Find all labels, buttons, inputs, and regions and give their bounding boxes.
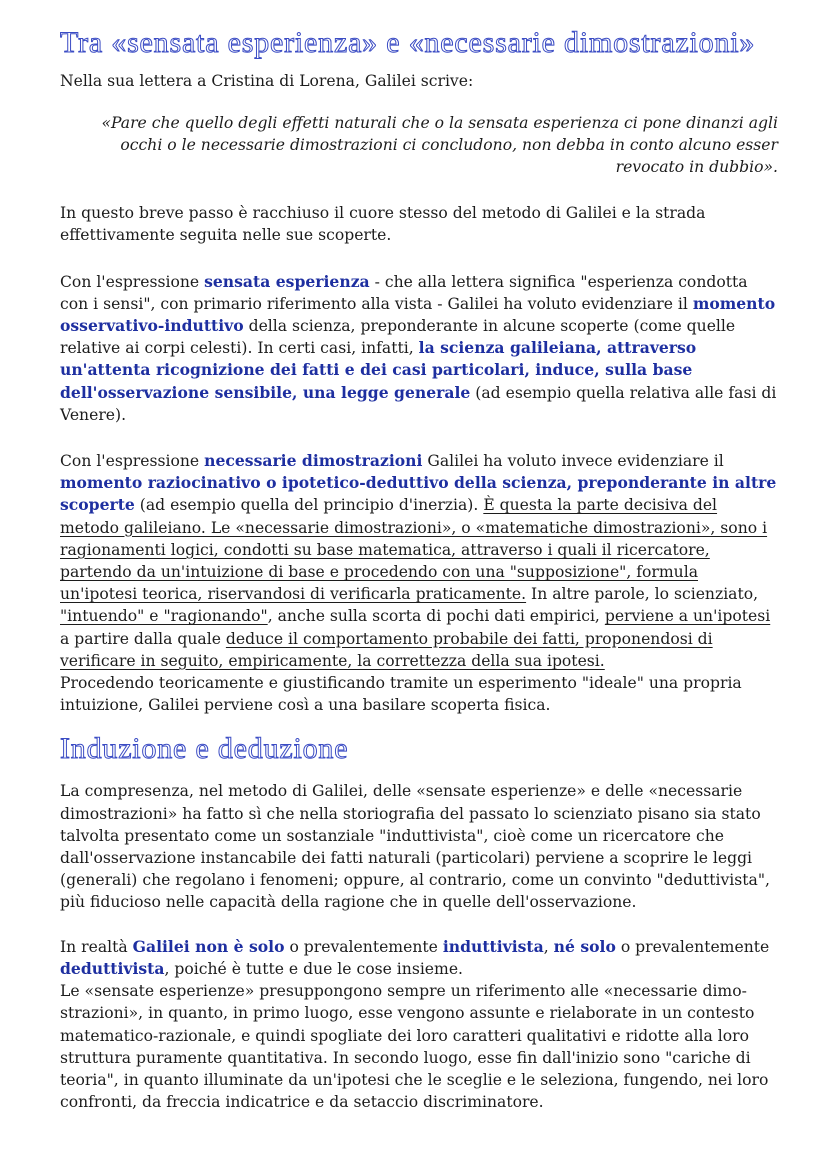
section-title-sensata-esperienza: Tra «sensata esperienza» e «necessarie dimostrazioni»	[60, 26, 756, 59]
highlight-induttivista: induttivista	[442, 936, 544, 956]
highlight-scienza-induce: la scienza galileiana, attraverso un'attenta ricognizione dei fatti e dei casi particolari, induce, sulla base dell'osservazione sensibile, una legge generale	[60, 338, 697, 402]
galilei-quote: «Pare che quello degli effetti naturali che o la sensata esperienza ci pone dinanzi agli occhi o le necessarie dimostrazioni ci concludono, non debba in conto alcuno esser revocato in dubbio».	[101, 114, 778, 177]
highlight-momento-raziocinativo: momento raziocinativo o ipotetico-deduttivo della scienza, preponderante in altre scoperte	[60, 473, 777, 515]
underline-parte-decisiva: È questa la parte decisiva del metodo galileiano. Le «necessarie dimostrazioni», o «matematiche dimostrazioni», sono i ragionamenti logici, condotti su base matematica, attraverso i quali il ricercatore, partendo da un'intuizione di base e procedendo con una "supposizione", formula un'ipotesi teorica, riservandosi di verificarla praticamente.	[60, 496, 768, 604]
highlight-sensata-esperienza: sensata esperienza	[204, 271, 370, 291]
highlight-momento-osservativo: momento osservativo-induttivo	[60, 293, 776, 336]
paragraph-in-realta: In realtà Galilei non è solo o prevalentemente induttivista, né solo o prevalentemente deduttivista, poiché è tutte e due le cose insieme. Le «sensate esperienze» presuppongono sempre un riferimento alle «necessarie dimostrazioni», in quanto, in primo luogo, esse vengono assunte e rielaborate in un contesto matematico-razionale, e quindi spogliate dei loro caratteri qualitativi e ridotte alla loro struttura puramente quantitativa. In secondo luogo, esse fin dall'inizio sono "cariche di teoria", in quanto illuminate da un'ipotesi che le sceglie e le seleziona, fungendo, nei loro confronti, da freccia indicatrice e da setaccio discriminatore.	[60, 936, 770, 1112]
intro-line: Nella sua lettera a Cristina di Lorena, Galilei scrive:	[60, 72, 474, 90]
highlight-non-solo: Galilei non è solo	[132, 936, 285, 956]
section-title-induzione-deduzione: Induzione e deduzione	[60, 732, 349, 766]
paragraph-compresenza: La compresenza, nel metodo di Galilei, delle «sensate esperienze» e delle «necessarie dimostrazioni» ha fatto sì che nella storiografia del passato lo scienziato pisano sia stato talvolta presentato come un sostanziale "induttivista", cioè come un ricercatore che dall'osservazione instancabile dei fatti naturali (particolari) perviene a scoprire le leggi (generali) che regolano i fenomeni; oppure, al contrario, come un convinto "deduttivista", più fiducioso nelle capacità della ragione che in quelle dell'osservazione.	[60, 782, 770, 912]
paragraph-necessarie-dimostrazioni: Con l'espressione necessarie dimostrazioni Galilei ha voluto invece evidenziare il momento raziocinativo o ipotetico-deduttivo della scienza, preponderante in altre scoperte (ad esempio quella del principio d'inerzia). È questa la parte decisiva del metodo galileiano. Le «necessarie dimostrazioni», o «matematiche dimostrazioni», sono i ragionamenti logici, condotti su base matematica, attraverso i quali il ricercatore, partendo da un'intuizione di base e procedendo con una "supposizione", formula un'ipotesi teorica, riservandosi di verificarla praticamente. In altre parole, lo scienziato, "intuendo" e "ragionando", anche sulla scorta di pochi dati empirici, perviene a un'ipotesi a partire dalla quale deduce il comportamento probabile dei fatti, proponendosi di verificare in seguito, empiricamente, la correttezza della sua ipotesi. Procedendo teoricamente e giustificando tramite un esperimento "ideale" una propria intuizione, Galilei perviene così a una basilare scoperta fisica.	[60, 451, 777, 715]
highlight-ne-solo: né solo	[553, 936, 616, 956]
underline-intuendo-ragionando: "intuendo" e "ragionando"	[60, 607, 268, 626]
paragraph-sensata-esperienza: Con l'espressione sensata esperienza - che alla lettera significa "esperienza condotta con i sensi", con primario riferimento alla vista - Galilei ha voluto evidenziare il momento osservativo-induttivo della scienza, preponderante in alcune scoperte (come quelle relative ai corpi celesti). In certi casi, infatti, la scienza galileiana, attraverso un'attenta ricognizione dei fatti e dei casi particolari, induce, sulla base dell'osservazione sensibile, una legge generale (ad esempio quella relativa alle fasi di Venere).	[60, 271, 777, 424]
paragraph-sensate-esperienze: Le «sensate esperienze» presuppongono sempre un riferimento alle «necessarie dimostrazioni», in quanto, in primo luogo, esse vengono assunte e rielaborate in un contesto matematico-razionale, e quindi spogliate dei loro caratteri qualitativi e ridotte alla loro struttura puramente quantitativa. In secondo luogo, esse fin dall'inizio sono "cariche di teoria", in quanto illuminate da un'ipotesi che le sceglie e le seleziona, fungendo, nei loro confronti, da freccia indicatrice e da setaccio discriminatore.	[60, 982, 769, 1112]
paragraph-esperimento-ideale: Procedendo teoricamente e giustificando tramite un esperimento "ideale" una propria intuizione, Galilei perviene così a una basilare scoperta fisica.	[60, 674, 742, 715]
underline-deduce-comportamento: deduce il comportamento probabile dei fatti, proponendosi di verificare in seguito, empiricamente, la correttezza della sua ipotesi.	[60, 629, 713, 670]
highlight-necessarie-dimostrazioni: necessarie dimostrazioni	[204, 451, 423, 471]
document-page	[60, 24, 778, 1113]
paragraph-metodo: In questo breve passo è racchiuso il cuore stesso del metodo di Galilei e la strada effettivamente seguita nelle sue scoperte.	[60, 204, 706, 245]
highlight-deduttivista: deduttivista	[60, 958, 165, 978]
underline-perviene-ipotesi: perviene a un'ipotesi	[604, 607, 771, 626]
